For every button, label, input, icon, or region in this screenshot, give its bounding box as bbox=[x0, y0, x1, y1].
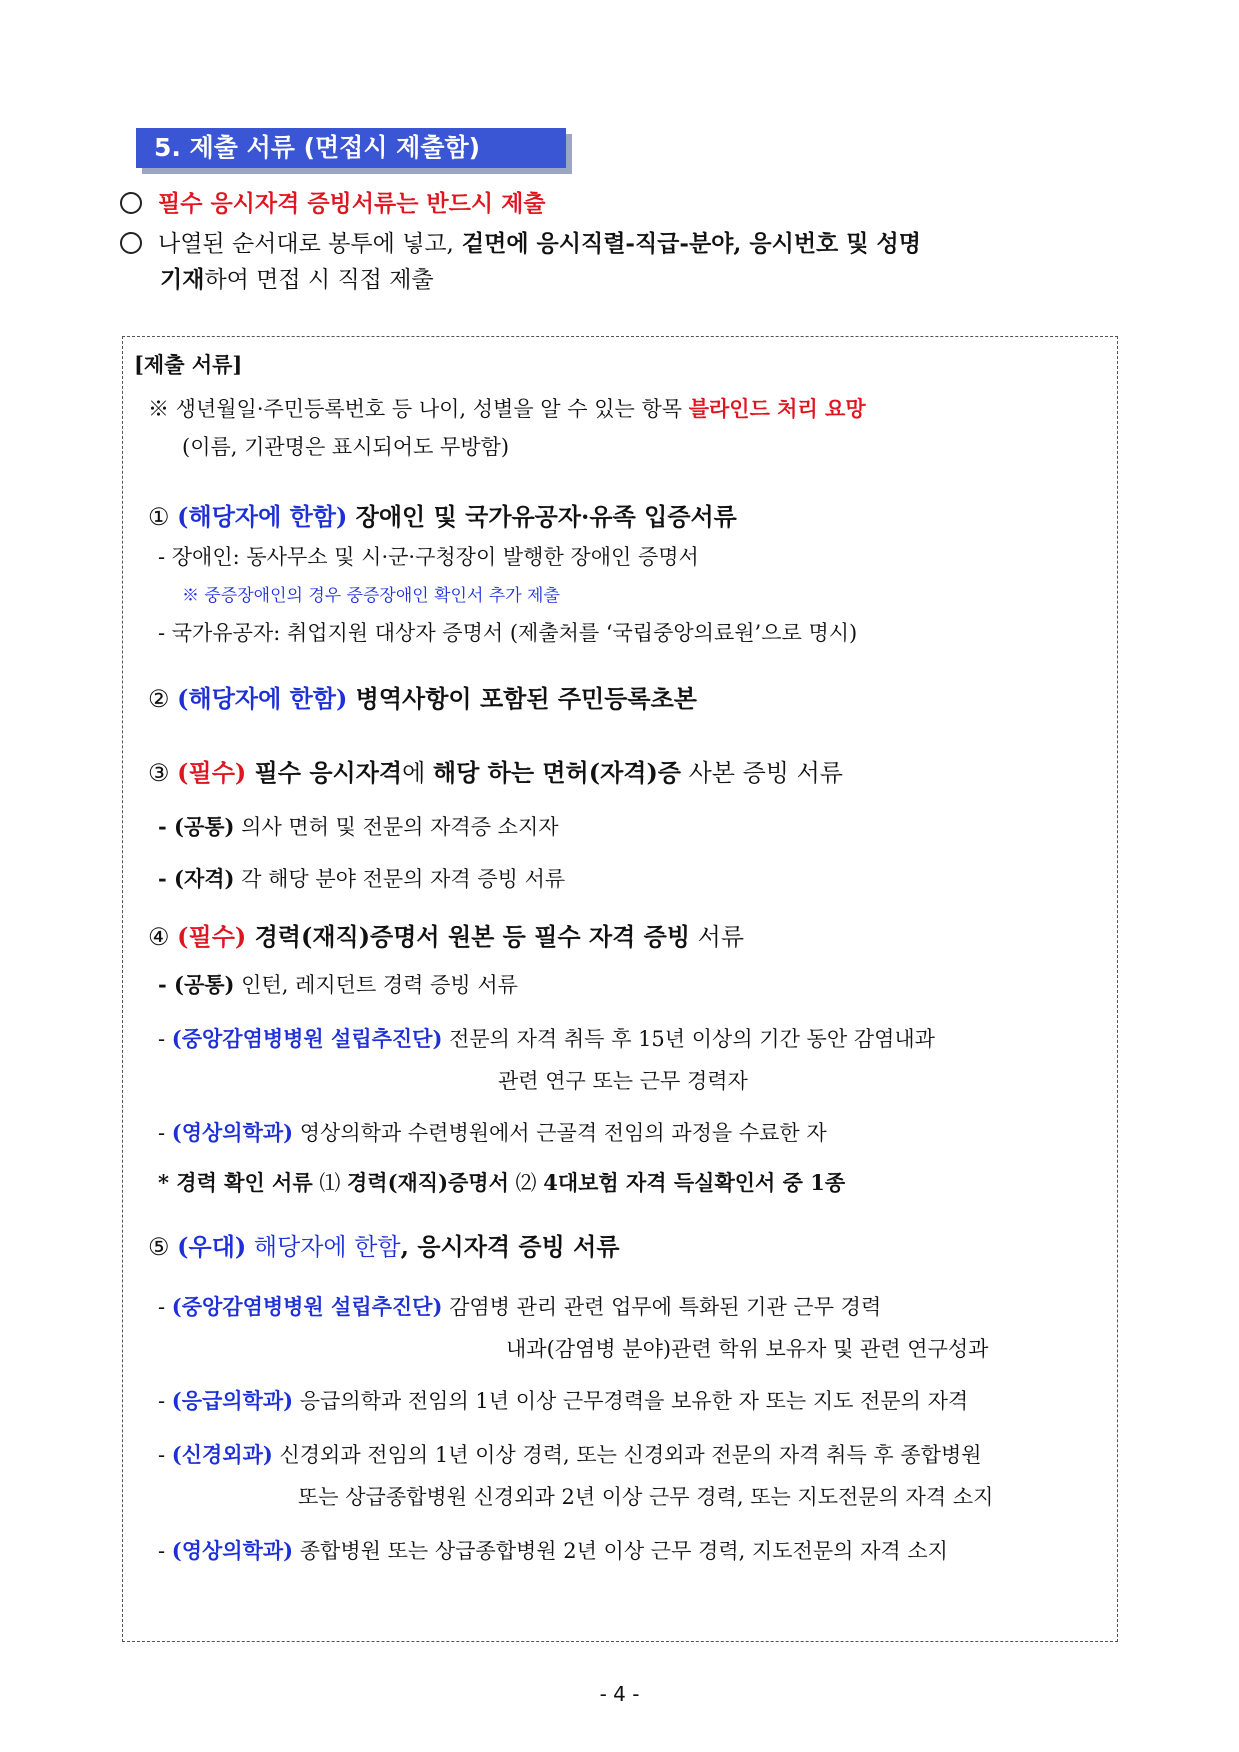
item-5-sub-4: - (영상의학과) 종합병원 또는 상급종합병원 2년 이상 근무 경력, 지도전문의 자격 소지 bbox=[158, 1538, 948, 1563]
item-5-sub-3-cont: 또는 상급종합병원 신경외과 2년 이상 근무 경력, 또는 지도전문의 자격 소지 bbox=[298, 1485, 994, 1509]
item-5-sub-2: - (응급의학과) 응급의학과 전임의 1년 이상 근무경력을 보유한 자 또는 지도 전문의 자격 bbox=[158, 1388, 969, 1413]
bullet-required-docs: 필수 응시자격 증빙서류는 반드시 제출 bbox=[120, 186, 546, 222]
item-4-sub-1: - (공통) 인턴, 레지던트 경력 증빙 서류 bbox=[158, 972, 518, 997]
circle-bullet-icon bbox=[120, 192, 142, 214]
item-5-sub-3: - (신경외과) 신경외과 전임의 1년 이상 경력, 또는 신경외과 전문의 자격 취득 후 종합병원 bbox=[158, 1442, 982, 1467]
item-3-sub-2: - (자격) 각 해당 분야 전문의 자격 증빙 서류 bbox=[158, 866, 566, 891]
item-4-sub-2: - (중앙감염병병원 설립추진단) 전문의 자격 취득 후 15년 이상의 기간 동안 감염내과 bbox=[158, 1026, 935, 1051]
item-2-title: ② (해당자에 한함) 병역사항이 포함된 주민등록초본 bbox=[148, 684, 697, 713]
item-3-sub-1: - (공통) 의사 면허 및 전문의 자격증 소지자 bbox=[158, 814, 559, 839]
item-1-note: ※ 중증장애인의 경우 중증장애인 확인서 추가 제출 bbox=[182, 586, 560, 606]
blind-note: ※ 생년월일·주민등록번호 등 나이, 성별을 알 수 있는 항목 블라인드 처리 요망 bbox=[148, 396, 866, 421]
circle-bullet-icon bbox=[120, 232, 142, 254]
box-heading: [제출 서류] bbox=[134, 352, 243, 377]
page-number: - 4 - bbox=[599, 1682, 640, 1706]
item-4-sub-2-cont: 관련 연구 또는 근무 경력자 bbox=[498, 1069, 748, 1093]
bullet-envelope-instructions-cont: 기재하여 면접 시 직접 제출 bbox=[160, 266, 434, 293]
item-5-sub-1-cont: 내과(감염병 분야)관련 학위 보유자 및 관련 연구성과 bbox=[506, 1337, 989, 1361]
blind-note-sub: (이름, 기관명은 표시되어도 무방함) bbox=[182, 435, 510, 459]
item-4-title: ④ (필수) 경력(재직)증명서 원본 등 필수 자격 증빙 서류 bbox=[148, 922, 745, 951]
item-1-sub-1: - 장애인: 동사무소 및 시·군·구청장이 발행한 장애인 증명서 bbox=[158, 545, 699, 569]
bullet-envelope-instructions: 나열된 순서대로 봉투에 넣고, 겉면에 응시직렬-직급-분야, 응시번호 및 성명 bbox=[120, 226, 921, 262]
item-5-sub-1: - (중앙감염병병원 설립추진단) 감염병 관리 관련 업무에 특화된 기관 근무 경력 bbox=[158, 1294, 882, 1319]
item-5-title: ⑤ (우대) 해당자에 한함, 응시자격 증빙 서류 bbox=[148, 1232, 620, 1261]
section-title: 5. 제출 서류 (면접시 제출함) bbox=[136, 128, 566, 168]
item-3-title: ③ (필수) 필수 응시자격에 해당 하는 면허(자격)증 사본 증빙 서류 bbox=[148, 758, 843, 787]
item-4-sub-3: - (영상의학과) 영상의학과 수련병원에서 근골격 전임의 과정을 수료한 자 bbox=[158, 1120, 827, 1145]
career-verification-docs: * 경력 확인 서류 ⑴ 경력(재직)증명서 ⑵ 4대보험 자격 득실확인서 중 1종 bbox=[158, 1170, 846, 1195]
item-1-title: ① (해당자에 한함) 장애인 및 국가유공자·유족 입증서류 bbox=[148, 502, 737, 531]
item-1-sub-2: - 국가유공자: 취업지원 대상자 증명서 (제출처를 ‘국립중앙의료원’으로 명시) bbox=[158, 621, 858, 645]
